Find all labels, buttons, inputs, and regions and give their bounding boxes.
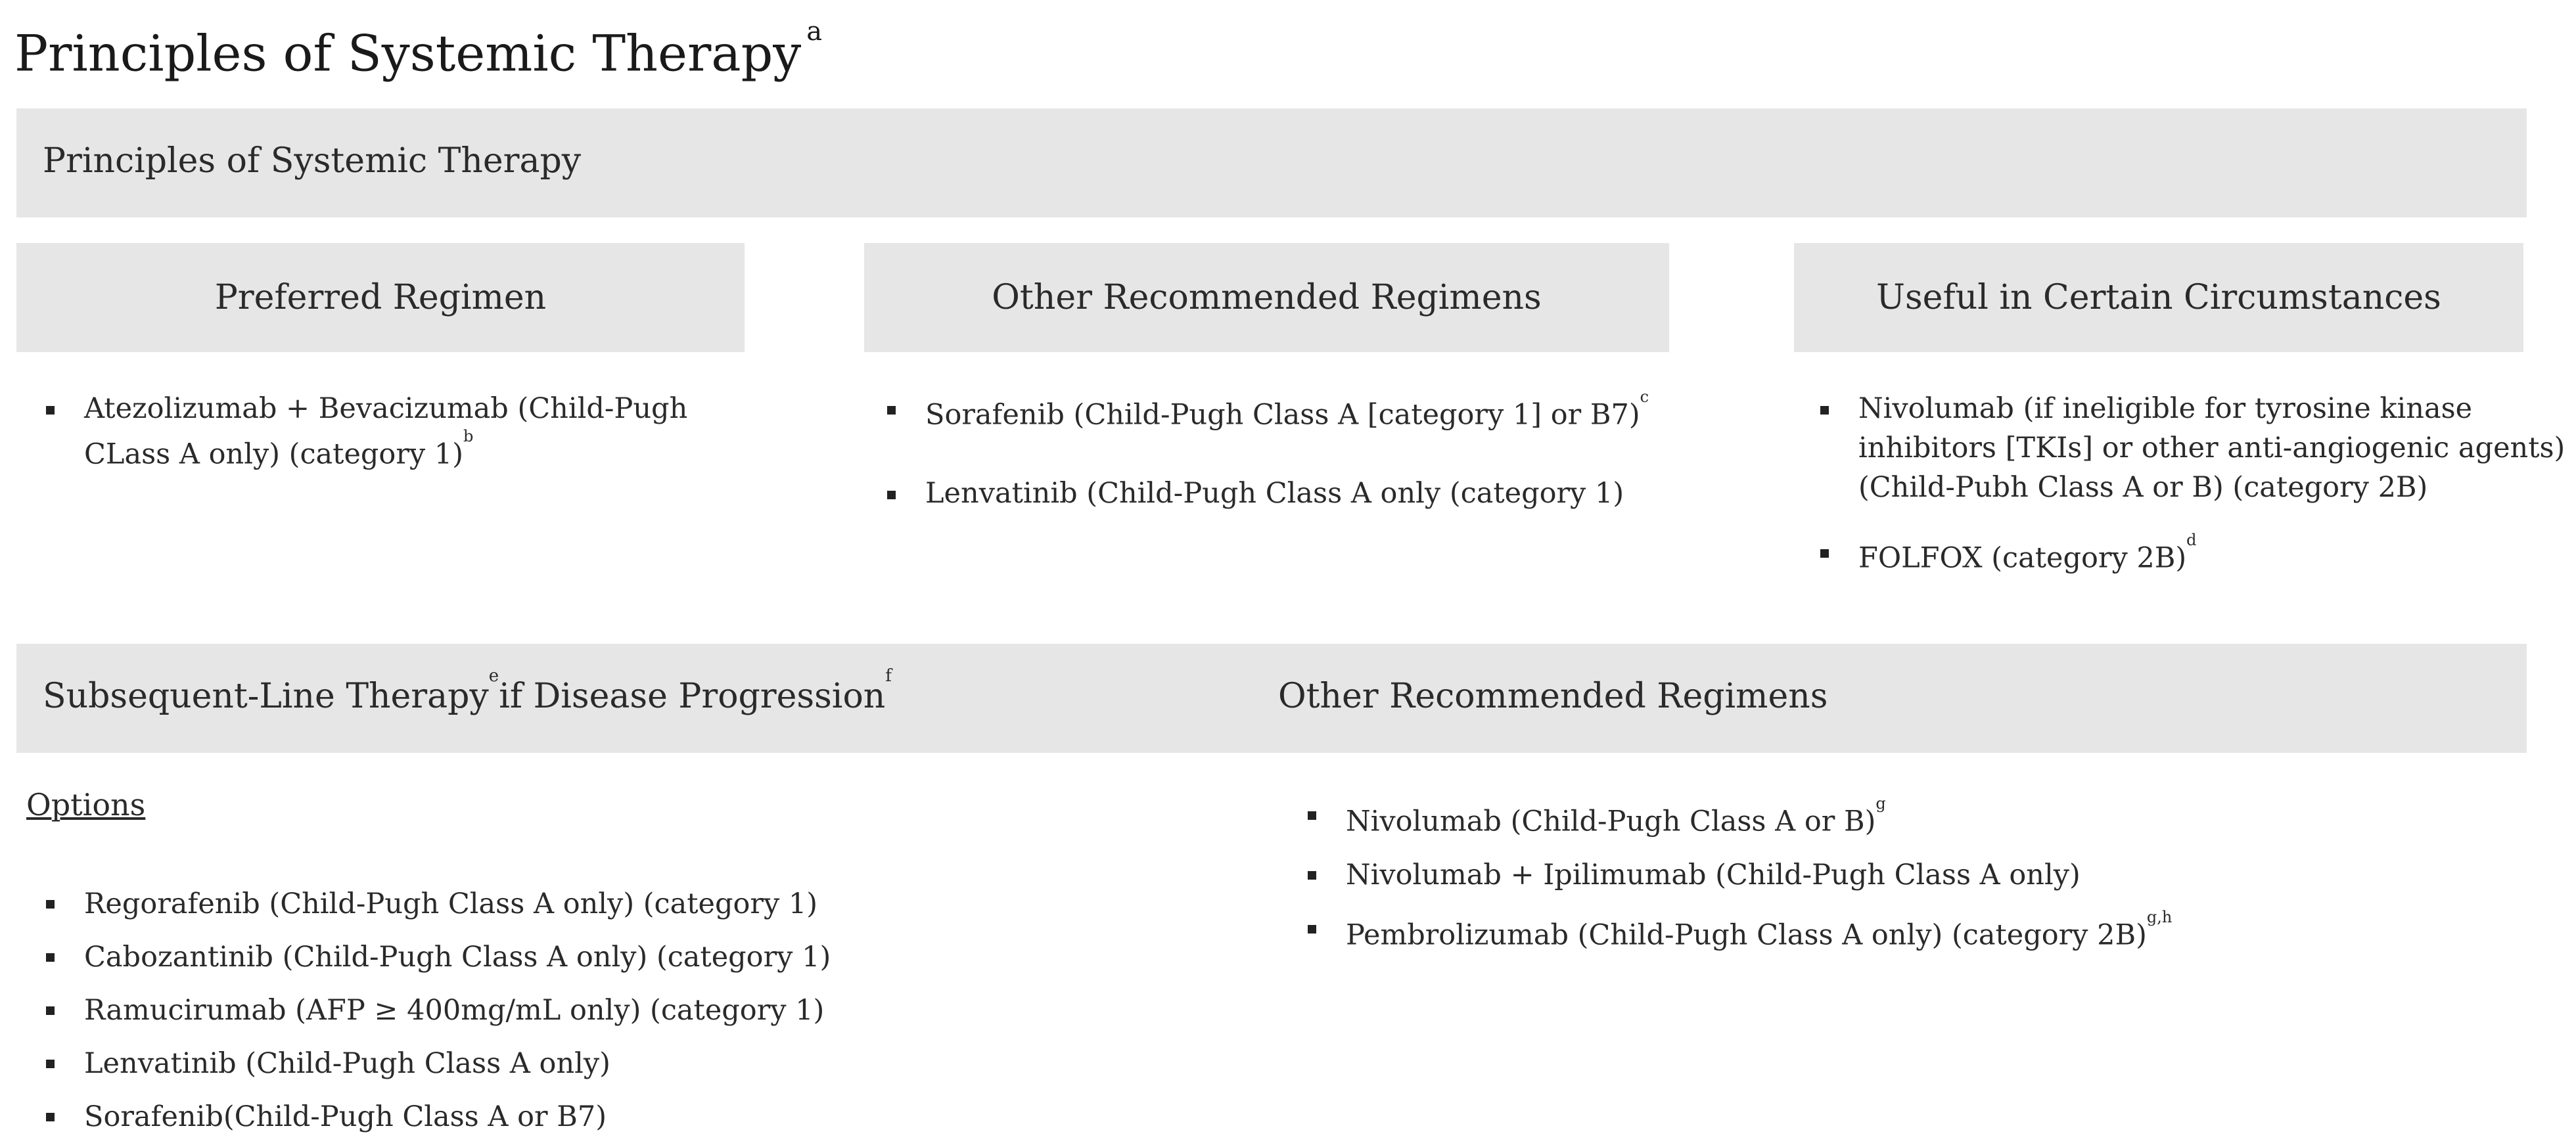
page-title	[14, 12, 822, 86]
list-item-text: Lenvatinib (Child-Pugh Class A only)	[84, 1047, 610, 1080]
list-item	[1820, 389, 2569, 507]
list-item-text: Sorafenib (Child-Pugh Class A [category 1] or B7)	[925, 398, 1640, 432]
page-title-text: Principles of Systemic Therapy	[14, 24, 802, 83]
list-item	[46, 1037, 1163, 1091]
list-item-text: Pembrolizumab (Child-Pugh Class A only) (category 2B)	[1346, 918, 2147, 952]
footnote-marker: f	[885, 665, 892, 686]
list-item-text: Regorafenib (Child-Pugh Class A only) (category 1)	[84, 888, 818, 920]
page-title-footnote: a	[806, 16, 823, 47]
list-item	[1820, 532, 2569, 577]
list-item	[46, 931, 1163, 984]
list-item	[46, 1091, 1163, 1144]
section-banner	[16, 108, 2527, 217]
useful-circumstances-list	[1820, 389, 2569, 602]
footnote-marker: d	[2186, 531, 2197, 549]
subsequent-options-list	[46, 878, 1163, 1144]
list-item	[46, 389, 736, 474]
other-recommended-header: Other Recommended Regimens	[864, 243, 1669, 352]
list-item	[1308, 902, 2556, 962]
list-item-text: Lenvatinib (Child-Pugh Class A only (category 1)	[925, 477, 1624, 510]
subsequent-other-list	[1308, 788, 2556, 962]
footnote-marker: g	[1875, 794, 1886, 813]
list-item-text: Nivolumab (if ineligible for tyrosine kinase inhibitors [TKIs] or other anti-angiogenic agents) (Child-Pubh Class A or B) (category 2B)	[1858, 392, 2565, 504]
list-item	[1308, 788, 2556, 848]
list-item	[887, 389, 1676, 434]
footnote-marker: b	[463, 427, 474, 445]
footnote-marker: c	[1640, 388, 1649, 406]
list-item	[46, 878, 1163, 931]
list-item	[1308, 848, 2556, 902]
subsequent-line-label	[43, 665, 892, 716]
footnote-marker: e	[488, 665, 499, 686]
list-item	[887, 474, 1676, 513]
subsequent-line-label-part1: Subsequent-Line Therapy	[43, 677, 489, 716]
list-item-text: Nivolumab (Child-Pugh Class A or B)	[1346, 805, 1876, 838]
section-banner-label: Principles of Systemic Therapy	[43, 141, 582, 181]
subsequent-other-label: Other Recommended Regimens	[1278, 677, 1828, 716]
list-item	[46, 984, 1163, 1037]
list-item-text: Sorafenib(Child-Pugh Class A or B7)	[84, 1100, 607, 1133]
list-item-text: Nivolumab + Ipilimumab (Child-Pugh Class A only)	[1346, 859, 2081, 892]
useful-circumstances-header: Useful in Certain Circumstances	[1794, 243, 2523, 352]
subsequent-line-banner	[16, 644, 2527, 753]
list-item-text: FOLFOX (category 2B)	[1858, 541, 2187, 575]
list-item-text: Cabozantinib (Child-Pugh Class A only) (category 1)	[84, 941, 831, 974]
subsequent-line-label-part2: if Disease Progression	[499, 677, 886, 716]
other-recommended-list	[887, 389, 1676, 552]
list-item-text: Atezolizumab + Bevacizumab (Child-Pugh CLass A only) (category 1)	[84, 392, 688, 471]
preferred-regimen-header: Preferred Regimen	[16, 243, 745, 352]
preferred-regimen-list	[46, 389, 736, 474]
options-label: Options	[26, 787, 146, 822]
list-item-text: Ramucirumab (AFP ≥ 400mg/mL only) (category 1)	[84, 994, 825, 1027]
footnote-marker: g,h	[2146, 908, 2173, 927]
